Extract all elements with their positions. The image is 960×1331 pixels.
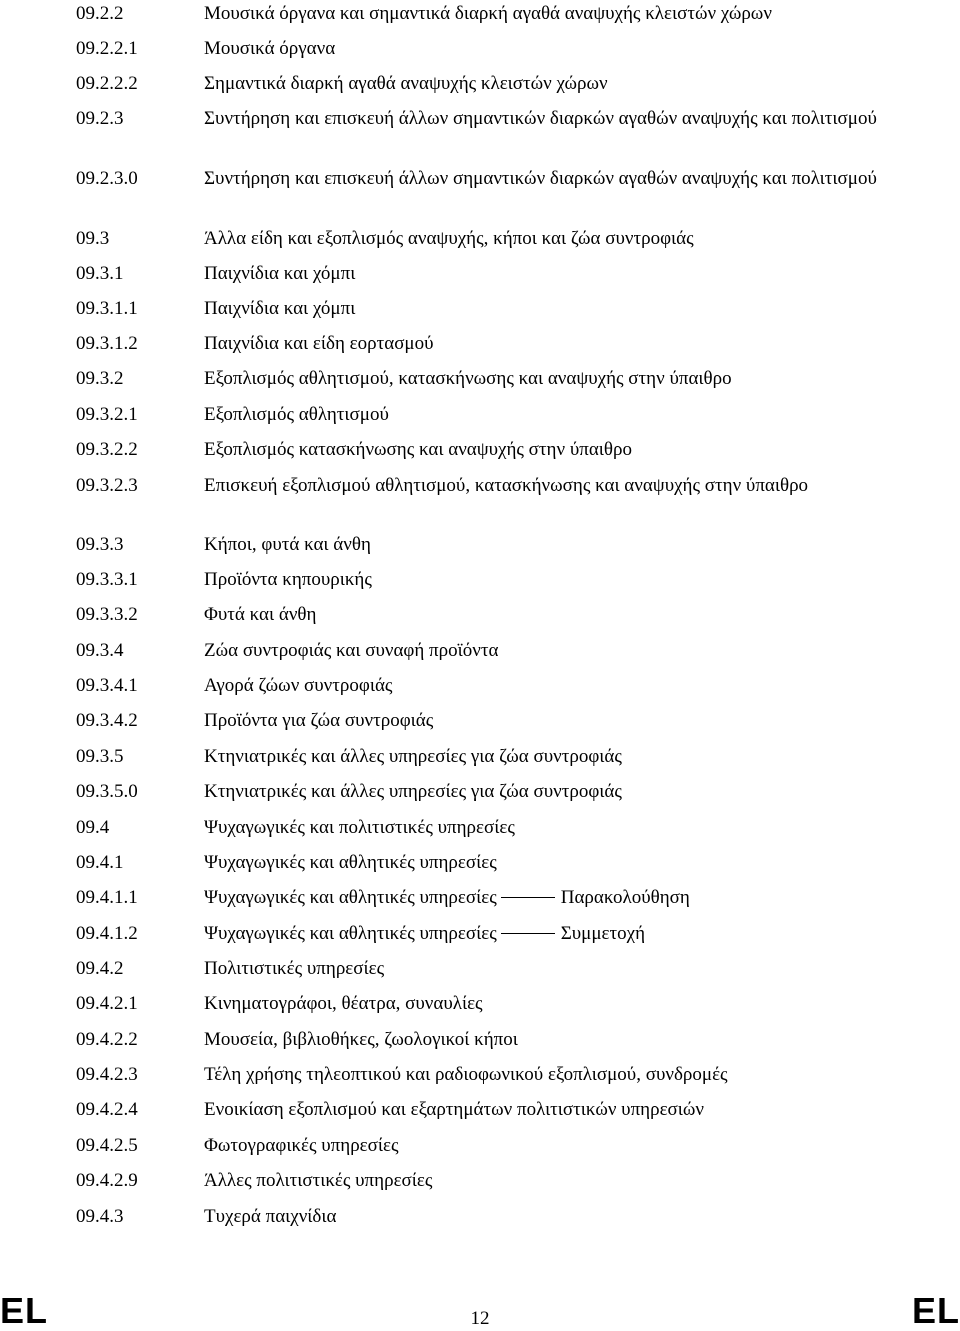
item-code: 09.3.1.1 (76, 298, 138, 319)
item-code: 09.2.2.1 (76, 38, 138, 59)
item-description: Παιχνίδια και χόμπι (204, 298, 356, 319)
item-code: 09.4.2.4 (76, 1099, 138, 1120)
item-description: Άλλες πολιτιστικές υπηρεσίες (204, 1170, 433, 1191)
item-description: Τέλη χρήσης τηλεοπτικού και ραδιοφωνικού εξοπλισμού, συνδρομές (204, 1064, 728, 1085)
item-description: Τυχερά παιχνίδια (204, 1206, 337, 1227)
item-code: 09.2.3.0 (76, 168, 138, 189)
item-description: Εξοπλισμός κατασκήνωσης και αναψυχής στην ύπαιθρο (204, 439, 632, 460)
item-description-text: Ψυχαγωγικές και αθλητικές υπηρεσίες (204, 887, 497, 908)
item-code: 09.3.4 (76, 640, 124, 661)
item-description: Κτηνιατρικές και άλλες υπηρεσίες για ζώα συντροφιάς (204, 746, 622, 767)
item-code: 09.3.1 (76, 263, 124, 284)
item-description: Συντήρηση και επισκευή άλλων σημαντικών διαρκών αγαθών αναψυχής και πολιτισμού (204, 168, 877, 189)
item-code: 09.3.3 (76, 534, 124, 555)
item-code: 09.4.3 (76, 1206, 124, 1227)
item-description: Μουσικά όργανα (204, 38, 336, 59)
item-code: 09.2.3 (76, 108, 124, 129)
item-description: Σημαντικά διαρκή αγαθά αναψυχής κλειστών χώρων (204, 73, 608, 94)
item-code: 09.2.2 (76, 3, 124, 24)
item-description: Φωτογραφικές υπηρεσίες (204, 1135, 399, 1156)
item-description: Παιχνίδια και είδη εορτασμού (204, 333, 434, 354)
item-description (204, 886, 885, 910)
item-code: 09.3.5.0 (76, 781, 138, 802)
item-code: 09.4.2.5 (76, 1135, 138, 1156)
item-code: 09.4.2.9 (76, 1170, 138, 1191)
item-description: Άλλα είδη και εξοπλισμός αναψυχής, κήποι και ζώα συντροφιάς (204, 228, 694, 249)
item-description: Ψυχαγωγικές και πολιτιστικές υπηρεσίες (204, 817, 515, 838)
item-code: 09.3.2.3 (76, 475, 138, 496)
page-number: 12 (470, 1308, 490, 1329)
item-description: Μουσεία, βιβλιοθήκες, ζωολογικοί κήποι (204, 1029, 518, 1050)
item-code: 09.3.5 (76, 746, 124, 767)
item-code: 09.3.4.2 (76, 710, 138, 731)
footer-language-left: EL (0, 1290, 49, 1331)
item-code: 09.4.2 (76, 958, 124, 979)
item-code: 09.4.2.1 (76, 993, 138, 1014)
item-code: 09.3.1.2 (76, 333, 138, 354)
item-code: 09.4 (76, 817, 110, 838)
item-description: Ενοικίαση εξοπλισμού και εξαρτημάτων πολιτιστικών υπηρεσιών (204, 1099, 705, 1120)
item-description: Κινηματογράφοι, θέατρα, συναυλίες (204, 993, 483, 1014)
item-code: 09.3.2.2 (76, 439, 138, 460)
item-code: 09.3.2 (76, 368, 124, 389)
item-description (204, 922, 885, 946)
item-description: Μουσικά όργανα και σημαντικά διαρκή αγαθά αναψυχής κλειστών χώρων (204, 3, 772, 24)
em-dash-rule (501, 897, 555, 898)
item-description: Κτηνιατρικές και άλλες υπηρεσίες για ζώα συντροφιάς (204, 781, 622, 802)
item-code: 09.4.2.3 (76, 1064, 138, 1085)
item-description: Κήποι, φυτά και άνθη (204, 534, 371, 555)
item-description-suffix: Συμμετοχή (560, 923, 646, 944)
item-description: Ζώα συντροφιάς και συναφή προϊόντα (204, 640, 499, 661)
item-description-suffix: Παρακολούθηση (560, 887, 690, 908)
item-description: Επισκευή εξοπλισμού αθλητισμού, κατασκήνωσης και αναψυχής στην ύπαιθρο (204, 475, 809, 496)
item-code: 09.3.2.1 (76, 404, 138, 425)
item-code: 09.2.2.2 (76, 73, 138, 94)
item-description: Εξοπλισμός αθλητισμού, κατασκήνωσης και αναψυχής στην ύπαιθρο (204, 368, 732, 389)
item-description: Φυτά και άνθη (204, 604, 317, 625)
item-code: 09.4.2.2 (76, 1029, 138, 1050)
item-description: Αγορά ζώων συντροφιάς (204, 675, 393, 696)
em-dash-rule (501, 933, 555, 934)
item-description: Προϊόντα για ζώα συντροφιάς (204, 710, 434, 731)
item-description-text: Ψυχαγωγικές και αθλητικές υπηρεσίες (204, 923, 497, 944)
item-description: Παιχνίδια και χόμπι (204, 263, 356, 284)
item-description: Προϊόντα κηπουρικής (204, 569, 372, 590)
item-code: 09.4.1 (76, 852, 124, 873)
footer-language-right: EL (911, 1290, 960, 1331)
item-code: 09.3 (76, 228, 110, 249)
item-description: Ψυχαγωγικές και αθλητικές υπηρεσίες (204, 852, 497, 873)
item-code: 09.3.4.1 (76, 675, 138, 696)
item-description: Πολιτιστικές υπηρεσίες (204, 958, 385, 979)
item-code: 09.3.3.1 (76, 569, 138, 590)
item-description: Συντήρηση και επισκευή άλλων σημαντικών διαρκών αγαθών αναψυχής και πολιτισμού (204, 108, 877, 129)
item-code: 09.3.3.2 (76, 604, 138, 625)
item-code: 09.4.1.2 (76, 923, 138, 944)
item-code: 09.4.1.1 (76, 887, 138, 908)
item-description: Εξοπλισμός αθλητισμού (204, 404, 389, 425)
